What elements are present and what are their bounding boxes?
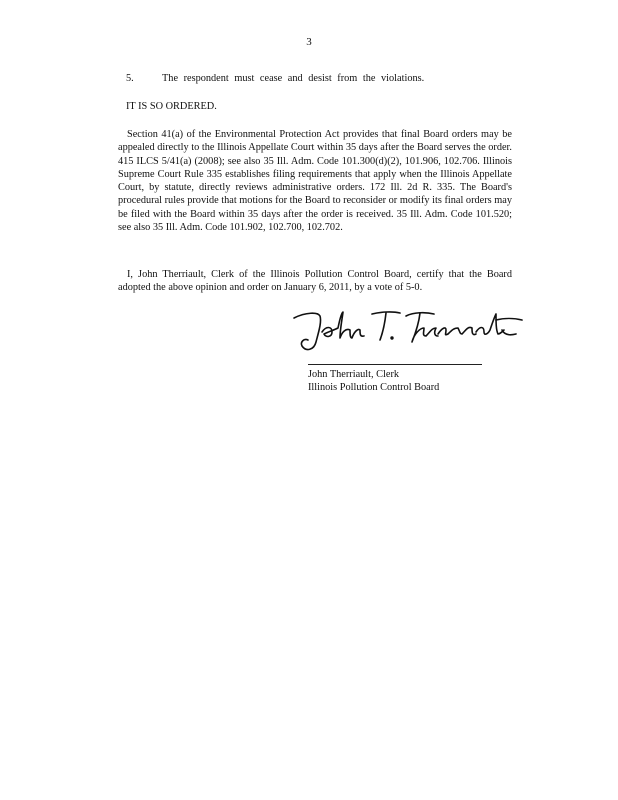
- clerk-name-title: John Therriault, Clerk: [308, 369, 400, 380]
- order-item-number: 5.: [126, 73, 134, 84]
- clerk-organization: Illinois Pollution Control Board: [308, 382, 440, 393]
- certification-paragraph: I, John Therriault, Clerk of the Illinois Pollution Control Board, certify that the Board adopted the above opinion and order on January 6, 2011, by a vote of 5-0.: [118, 269, 512, 294]
- signature-line: [308, 364, 482, 365]
- order-item-5: [126, 72, 506, 85]
- order-item-text: The respondent must cease and desist from the violations.: [162, 73, 425, 84]
- ordered-statement: IT IS SO ORDERED.: [126, 101, 217, 112]
- appeal-rights-paragraph: Section 41(a) of the Environmental Protection Act provides that final Board orders may be appealed directly to the Illinois Appellate Court within 35 days after the Board serves the order. 415 ILCS 5/41(a) (2008); see also 35 Ill. Adm. Code 101.300(d)(2), 101.906, 102.706. Illinois Supreme Court Rule 335 establishes filing requirements that apply when the Illinois Appellate Court, by statute, directly reviews administrative orders. 172 Ill. 2d R. 335. The Board's procedural rules provide that motions for the Board to reconsider or modify its final orders may be filed with the Board within 35 days after the order is received. 35 Ill. Adm. Code 101.520; see also 35 Ill. Adm. Code 101.902, 102.700, 102.702.: [118, 129, 512, 234]
- clerk-signature: [288, 304, 526, 356]
- clerk-block: [308, 368, 439, 394]
- page-number: 3: [306, 36, 312, 48]
